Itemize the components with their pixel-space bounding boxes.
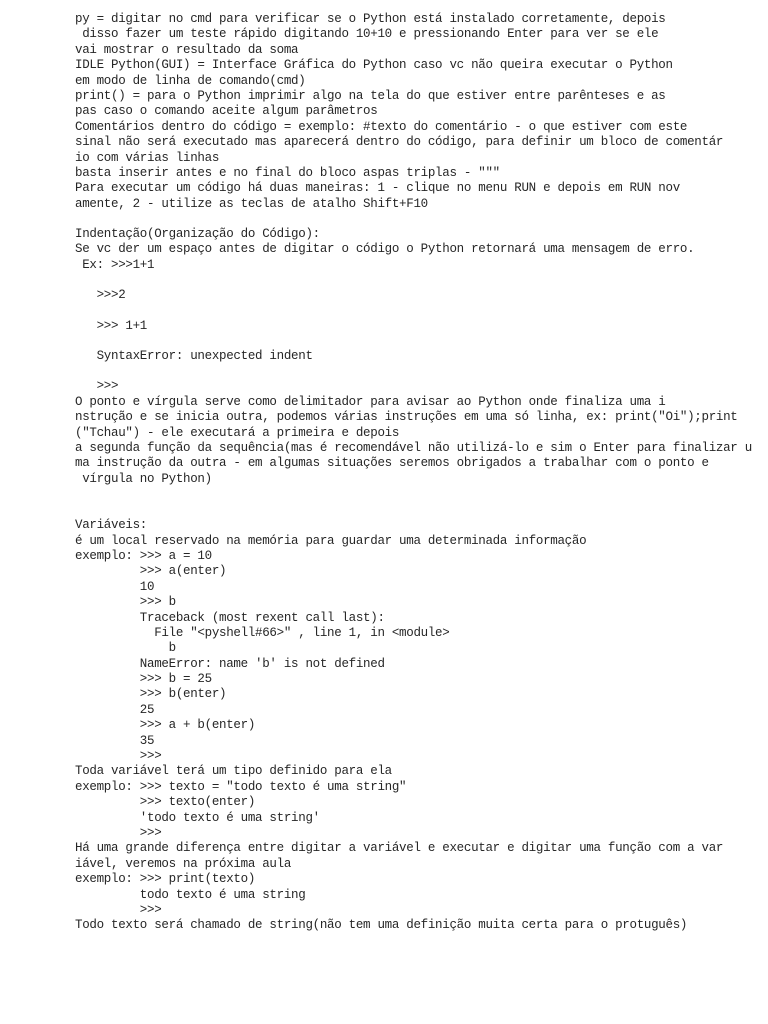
text-line: sinal não será executado mas aparecerá dentro do código, para definir um bloco de comentár xyxy=(75,135,724,150)
text-line: >>> a(enter) xyxy=(75,564,227,579)
text-line: 35 xyxy=(75,733,155,748)
text-line: iável, veremos na próxima aula xyxy=(75,856,292,871)
text-line: vírgula no Python) xyxy=(75,471,212,486)
text-line: Variáveis: xyxy=(75,518,148,533)
text-line: basta inserir antes e no final do bloco aspas triplas - """ xyxy=(75,165,500,180)
paragraph-gap xyxy=(75,487,765,518)
text-line: ("Tchau") - ele executará a primeira e depois xyxy=(75,425,400,440)
text-line: >>> xyxy=(75,379,119,394)
text-line: exemplo: >>> a = 10 xyxy=(75,548,212,563)
text-line: b xyxy=(75,641,176,656)
text-line: Indentação(Organização do Código): xyxy=(75,227,320,242)
text-line: Comentários dentro do código = exemplo: #texto do comentário - o que estiver com este xyxy=(75,119,688,134)
paragraph-gap xyxy=(75,212,765,227)
text-line: O ponto e vírgula serve como delimitador para avisar ao Python onde finaliza uma i xyxy=(75,394,666,409)
text-line: 25 xyxy=(75,702,155,717)
paragraph-gap xyxy=(75,364,765,379)
paragraph-gap xyxy=(75,304,765,319)
text-line: >>> xyxy=(75,902,162,917)
text-line: nstrução e se inicia outra, podemos várias instruções em uma só linha, ex: print("Oi");print xyxy=(75,410,738,425)
text-line: pas caso o comando aceite algum parâmetros xyxy=(75,104,378,119)
document-page xyxy=(75,12,765,934)
text-line: >>> texto(enter) xyxy=(75,795,256,810)
text-line: Ex: >>>1+1 xyxy=(75,257,155,272)
text-line: IDLE Python(GUI) = Interface Gráfica do Python caso vc não queira executar o Python xyxy=(75,58,673,73)
text-line: vai mostrar o resultado da soma xyxy=(75,42,299,57)
text-line: Toda variável terá um tipo definido para ela xyxy=(75,764,392,779)
text-line: 'todo texto é uma string' xyxy=(75,810,320,825)
text-line: Se vc der um espaço antes de digitar o código o Python retornará uma mensagem de erro. xyxy=(75,242,695,257)
text-line: em modo de linha de comando(cmd) xyxy=(75,73,306,88)
text-line: amente, 2 - utilize as teclas de atalho Shift+F10 xyxy=(75,196,428,211)
text-line: exemplo: >>> texto = "todo texto é uma string" xyxy=(75,779,407,794)
paragraph-gap xyxy=(75,334,765,349)
text-line: disso fazer um teste rápido digitando 10+10 e pressionando Enter para ver se ele xyxy=(75,27,659,42)
text-line: py = digitar no cmd para verificar se o Python está instalado corretamente, depois xyxy=(75,12,666,26)
text-line: >>>2 xyxy=(75,288,126,303)
text-line: a segunda função da sequência(mas é recomendável não utilizá-lo e sim o Enter para finalizar u xyxy=(75,440,752,455)
text-line: File "<pyshell#66>" , line 1, in <module> xyxy=(75,625,450,640)
text-line: Há uma grande diferença entre digitar a variável e executar e digitar uma função com a var xyxy=(75,841,724,856)
text-line: exemplo: >>> print(texto) xyxy=(75,872,256,887)
text-line: >>> b = 25 xyxy=(75,672,212,687)
text-line: io com várias linhas xyxy=(75,150,220,165)
text-line: 10 xyxy=(75,579,155,594)
text-line: Todo texto será chamado de string(não tem uma definição muita certa para o protuguês) xyxy=(75,918,688,933)
text-line: é um local reservado na memória para guardar uma determinada informação xyxy=(75,533,587,548)
text-line: ma instrução da outra - em algumas situações seremos obrigados a trabalhar com o ponto e xyxy=(75,456,709,471)
text-line: >>> 1+1 xyxy=(75,318,148,333)
text-line: SyntaxError: unexpected indent xyxy=(75,349,313,364)
text-line: >>> xyxy=(75,749,162,764)
text-line: NameError: name 'b' is not defined xyxy=(75,656,385,671)
text-line: >>> xyxy=(75,825,162,840)
text-line: todo texto é uma string xyxy=(75,887,306,902)
text-line: print() = para o Python imprimir algo na tela do que estiver entre parênteses e as xyxy=(75,88,666,103)
text-line: Para executar um código há duas maneiras: 1 - clique no menu RUN e depois em RUN nov xyxy=(75,181,680,196)
text-line: >>> b(enter) xyxy=(75,687,227,702)
paragraph-gap xyxy=(75,273,765,288)
text-line: Traceback (most rexent call last): xyxy=(75,610,385,625)
text-line: >>> b xyxy=(75,595,176,610)
text-line: >>> a + b(enter) xyxy=(75,718,256,733)
